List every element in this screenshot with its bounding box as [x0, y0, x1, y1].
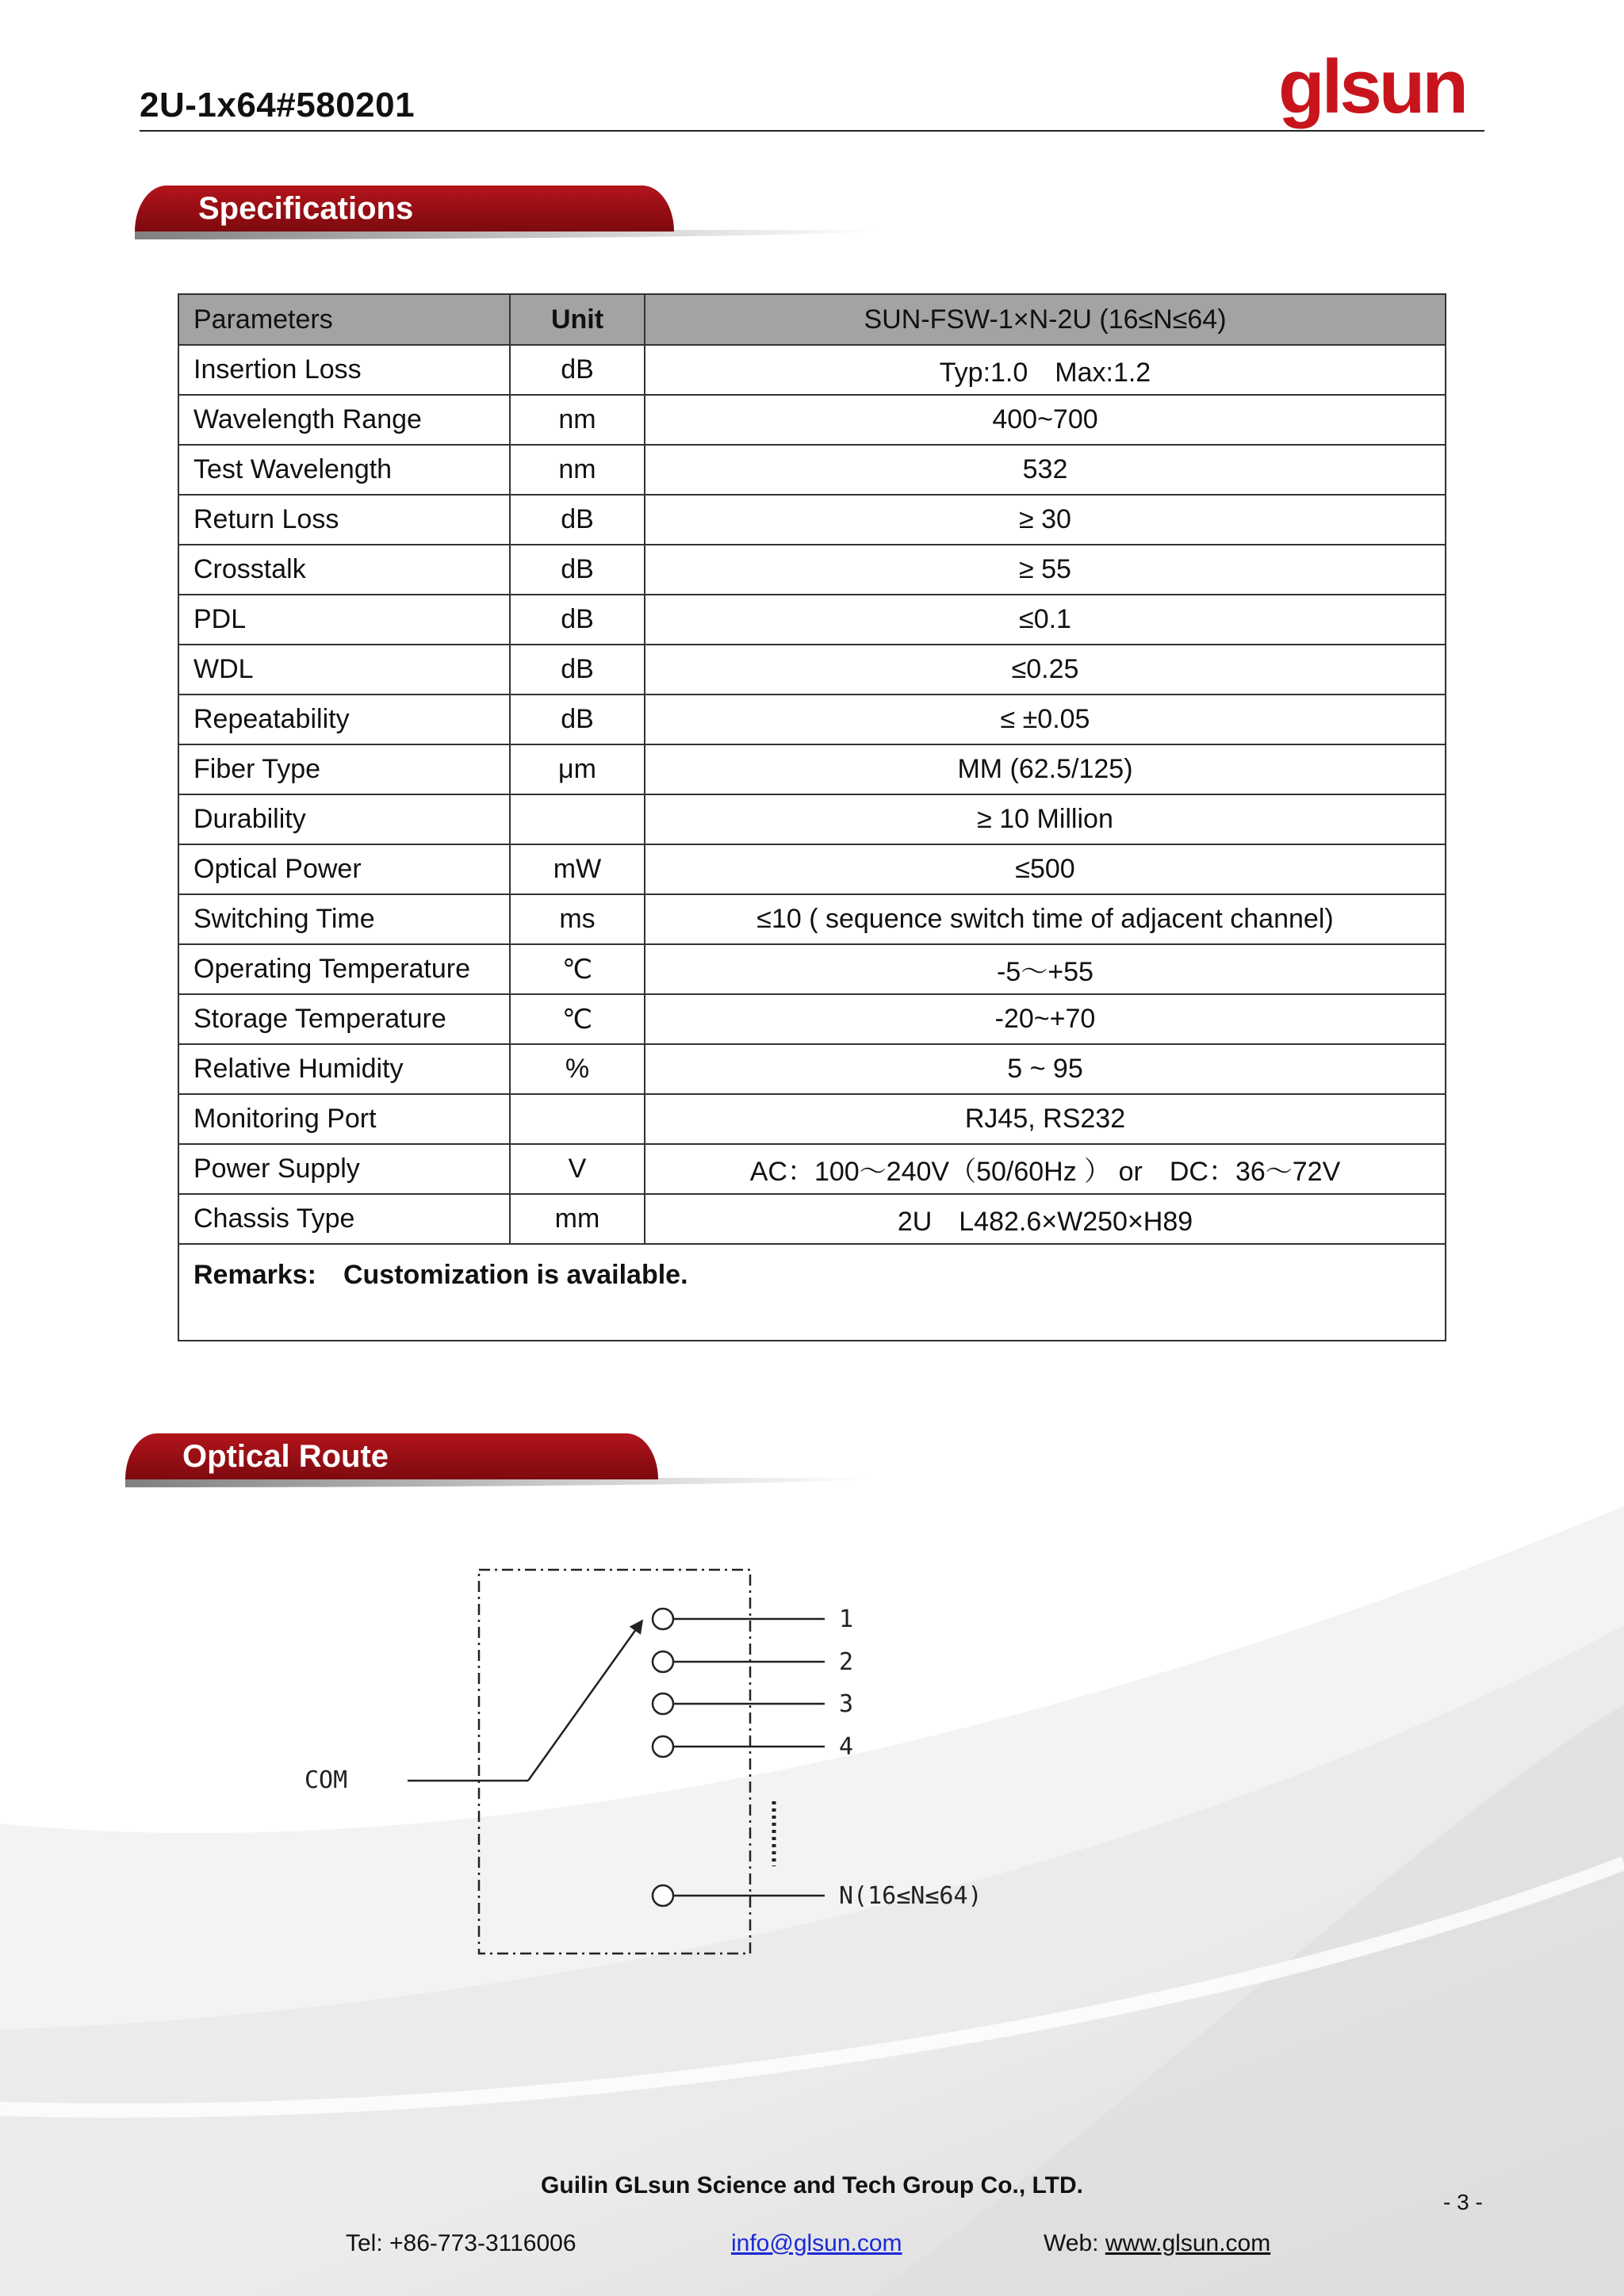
unit-cell — [510, 794, 645, 844]
table-row — [178, 1144, 1446, 1194]
unit-cell: mW — [510, 844, 645, 894]
unit-cell: % — [510, 1044, 645, 1094]
page-number: - 3 - — [1443, 2190, 1483, 2214]
value-cell: Typ:1.0 Max:1.2 — [645, 345, 1446, 395]
unit-cell: dB — [510, 695, 645, 744]
param-cell: Switching Time — [178, 894, 510, 944]
param-cell: Fiber Type — [178, 744, 510, 794]
unit-cell: nm — [510, 445, 645, 495]
table-row — [178, 395, 1446, 445]
table-body — [178, 345, 1446, 1244]
optical-route-banner — [125, 1433, 871, 1479]
logo-text: glsun — [1278, 49, 1465, 129]
table-row — [178, 1094, 1446, 1144]
port-4-node — [653, 1736, 673, 1757]
footer-email-link[interactable]: info@glsun.com — [731, 2230, 902, 2256]
table-header-row — [178, 294, 1446, 345]
header-divider — [140, 130, 1484, 132]
unit-cell: dB — [510, 545, 645, 595]
param-cell: Insertion Loss — [178, 345, 510, 395]
param-cell: Wavelength Range — [178, 395, 510, 445]
param-cell: Storage Temperature — [178, 994, 510, 1044]
value-cell: ≥ 55 — [645, 545, 1446, 595]
port-3-node — [653, 1693, 673, 1714]
specifications-heading: Specifications — [135, 186, 674, 232]
header-parameters: Parameters — [178, 294, 510, 345]
param-cell: Optical Power — [178, 844, 510, 894]
value-cell: ≤0.25 — [645, 645, 1446, 695]
table-row — [178, 1044, 1446, 1094]
table-row — [178, 595, 1446, 645]
param-cell: Repeatability — [178, 695, 510, 744]
table-row — [178, 545, 1446, 595]
value-cell: -5～+55 — [645, 944, 1446, 994]
value-cell: AC：100～240V（50/60Hz ） or DC：36～72V — [645, 1144, 1446, 1194]
table-row — [178, 794, 1446, 844]
header-unit: Unit — [510, 294, 645, 345]
port-n-label: N(16≤N≤64) — [839, 1882, 982, 1910]
unit-cell: ℃ — [510, 944, 645, 994]
unit-cell: dB — [510, 595, 645, 645]
unit-cell: nm — [510, 395, 645, 445]
unit-cell: dB — [510, 495, 645, 545]
header-model: SUN-FSW-1×N-2U (16≤N≤64) — [645, 294, 1446, 345]
port-1-node — [653, 1609, 673, 1629]
param-cell: Durability — [178, 794, 510, 844]
document-code: 2U-1x64#580201 — [140, 86, 416, 124]
glsun-logo — [1278, 49, 1484, 136]
param-cell: Monitoring Port — [178, 1094, 510, 1144]
param-cell: Crosstalk — [178, 545, 510, 595]
port-2-node — [653, 1651, 673, 1672]
unit-cell: mm — [510, 1194, 645, 1244]
table-row — [178, 1194, 1446, 1244]
value-cell: RJ45, RS232 — [645, 1094, 1446, 1144]
param-cell: Relative Humidity — [178, 1044, 510, 1094]
table-row — [178, 445, 1446, 495]
port-n-node — [653, 1885, 673, 1906]
port-1-label: 1 — [839, 1605, 854, 1633]
unit-cell — [510, 1094, 645, 1144]
footer-tel: Tel: +86-773-3116006 — [346, 2230, 576, 2256]
value-cell: ≥ 10 Million — [645, 794, 1446, 844]
specifications-table — [178, 293, 1446, 1341]
optical-route-heading: Optical Route — [125, 1433, 658, 1479]
table-row — [178, 345, 1446, 395]
value-cell: ≤500 — [645, 844, 1446, 894]
table-row — [178, 744, 1446, 794]
unit-cell: μm — [510, 744, 645, 794]
table-row — [178, 844, 1446, 894]
unit-cell: dB — [510, 345, 645, 395]
port-4-label: 4 — [839, 1733, 854, 1761]
specifications-banner — [135, 186, 880, 232]
footer-web-link[interactable]: www.glsun.com — [1105, 2230, 1271, 2256]
footer-web-label: Web: — [1044, 2230, 1105, 2256]
param-cell: Chassis Type — [178, 1194, 510, 1244]
unit-cell: ℃ — [510, 994, 645, 1044]
table-row — [178, 495, 1446, 545]
unit-cell: V — [510, 1144, 645, 1194]
port-3-label: 3 — [839, 1690, 854, 1718]
port-2-label: 2 — [839, 1648, 854, 1676]
remarks-text: Remarks: Customization is available. — [178, 1244, 1446, 1341]
value-cell: -20~+70 — [645, 994, 1446, 1044]
param-cell: Operating Temperature — [178, 944, 510, 994]
param-cell: Test Wavelength — [178, 445, 510, 495]
table-row — [178, 695, 1446, 744]
value-cell: MM (62.5/125) — [645, 744, 1446, 794]
value-cell: ≤0.1 — [645, 595, 1446, 645]
table-row — [178, 894, 1446, 944]
param-cell: PDL — [178, 595, 510, 645]
param-cell: WDL — [178, 645, 510, 695]
footer-web — [1044, 2230, 1270, 2257]
unit-cell: dB — [510, 645, 645, 695]
table-row — [178, 994, 1446, 1044]
remarks-row — [178, 1244, 1446, 1341]
value-cell: 532 — [645, 445, 1446, 495]
param-cell: Power Supply — [178, 1144, 510, 1194]
value-cell: 2U L482.6×W250×H89 — [645, 1194, 1446, 1244]
unit-cell: ms — [510, 894, 645, 944]
footer-company: Guilin GLsun Science and Tech Group Co., LTD. — [541, 2172, 1083, 2198]
value-cell: ≤ ±0.05 — [645, 695, 1446, 744]
optical-route-diagram — [285, 1554, 1031, 1966]
com-label: COM — [304, 1766, 348, 1794]
value-cell: ≤10 ( sequence switch time of adjacent channel) — [645, 894, 1446, 944]
value-cell: ≥ 30 — [645, 495, 1446, 545]
param-cell: Return Loss — [178, 495, 510, 545]
value-cell: 400~700 — [645, 395, 1446, 445]
table-row — [178, 645, 1446, 695]
table-row — [178, 944, 1446, 994]
value-cell: 5 ~ 95 — [645, 1044, 1446, 1094]
switch-arm — [528, 1621, 642, 1781]
